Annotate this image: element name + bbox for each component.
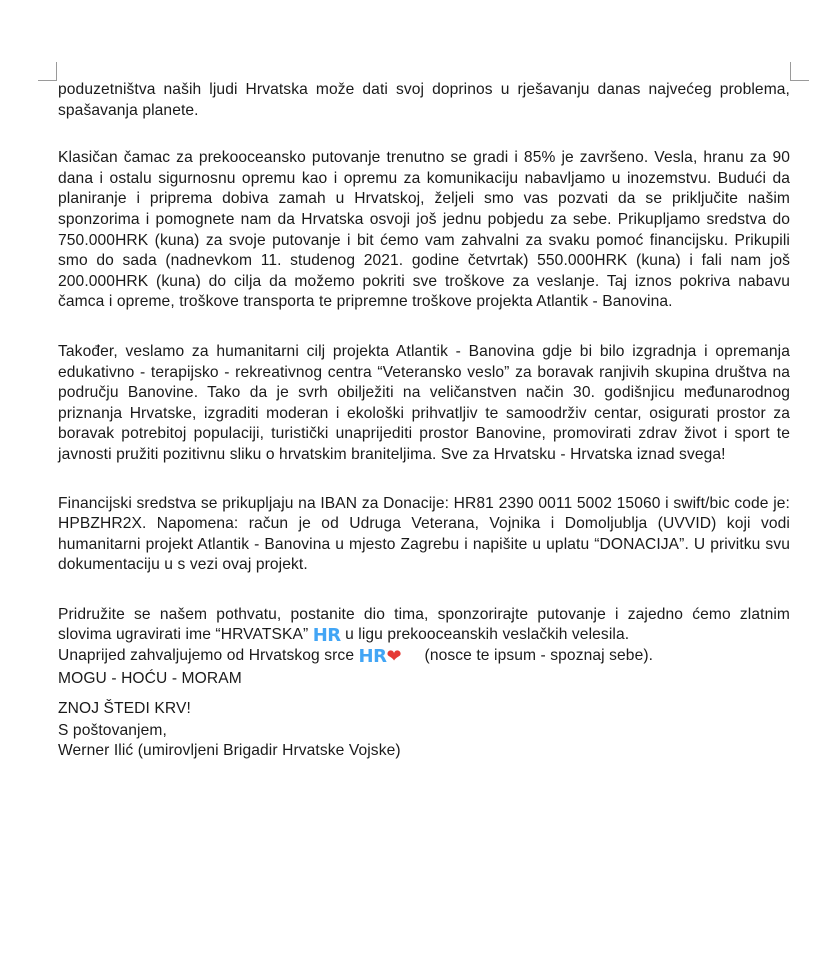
motto-line-1: MOGU - HOĆU - MORAM	[58, 669, 242, 687]
motto-line-2: ZNOJ ŠTEDI KRV!	[58, 699, 191, 717]
paragraph-intro: poduzetništva naših ljudi Hrvatska može dati svoj doprinos u rješavanju danas najvećeg problema, spašavanja planete.	[58, 81, 790, 119]
document-body	[58, 80, 790, 762]
heart-icon: ❤	[386, 646, 402, 667]
signature-line: Werner Ilić (umirovljeni Brigadir Hrvatske Vojske)	[58, 742, 401, 760]
margin-corner-mark-right	[790, 62, 809, 81]
closing-salutation: S poštovanjem,	[58, 721, 167, 739]
join-text-after: u ligu prekooceanskih veslačkih velesila.	[345, 626, 630, 644]
join-text-before: Pridružite se našem pothvatu, postanite dio tima, sponzorirajte putovanje i zajedno ćemo zlatnim slovima ugravirati ime “HRVATSKA”	[58, 605, 790, 644]
paragraph-boat: Klasičan čamac za prekooceansko putovanje trenutno se gradi i 85% je završeno. Vesla, hranu za 90 dana i ostalu sigurnosnu opremu kao i opremu za komunikaciju nabavljamo u inozemstvu. Budući da planiranje i priprema dobiva zamah u Hrvatskoj, željeli smo vas pozvati da se priključite našim sponzorima i pomognete nam da Hrvatska osvoji još jednu pobjedu za sebe. Prikupljamo sredstva do 750.000HRK (kuna) za svoje putovanje i bit ćemo vam zahvalni za svaku pomoć financijsku. Prikupili smo do sada (nadnevkom 11. studenog 2021. godine četvrtak) 550.000HRK (kuna) i fali nam još 200.000HRK (kuna) do cilja da možemo pokriti sve troškove za veslanje. Taj iznos pokriva nabavu čamca i opreme, troškove transporta te pripremne troškove projekta Atlantik - Banovina.	[58, 149, 790, 311]
paragraph-donation: Financijski sredstva se prikupljaju na IBAN za Donacije: HR81 2390 0011 5002 15060 i swift/bic code je: HPBZHR2X. Napomena: račun je od Udruga Veterana, Vojnika i Domoljublja (UVVID) koji vodi humanitarni projekt Atlantik - Banovina u mjesto Zagrebu i napišite u uplatu “DONACIJA”. U privitku svu dokumentaciju u s vezi ovaj projekt.	[58, 494, 790, 574]
thanks-text-after: (nosce te ipsum - spoznaj sebe).	[424, 647, 654, 665]
paragraph-humanitarian: Također, veslamo za humanitarni cilj projekta Atlantik - Banovina gdje bi bilo izgradnja i opremanja edukativno - terapijsko - rekreativnog centra “Veteransko veslo” za boravak ranjivih skupina društva na području Banovine. Tako da je svrh obilježiti na veličanstven način 30. godišnjicu međunarodnog priznanja Hrvatske, izgraditi moderan i ekološki prihvatljiv te samoodrživ centar, osigurati prostor za boravak potrebitoj populaciji, turistički unaprijediti prostor Banovine, promovirati zdrav život i sport te javnosti pružiti pozitivnu sliku o hrvatskim braniteljima. Sve za Hrvatsku - Hrvatska iznad svega!	[58, 342, 790, 463]
margin-corner-mark-left	[38, 62, 57, 81]
paragraph-join	[58, 605, 790, 646]
paragraph-thanks	[58, 646, 790, 667]
hr-logo-icon: HR	[358, 646, 387, 668]
hr-logo-icon: HR	[312, 625, 341, 647]
thanks-text-before: Unaprijed zahvaljujemo od Hrvatskog srce	[58, 647, 355, 665]
